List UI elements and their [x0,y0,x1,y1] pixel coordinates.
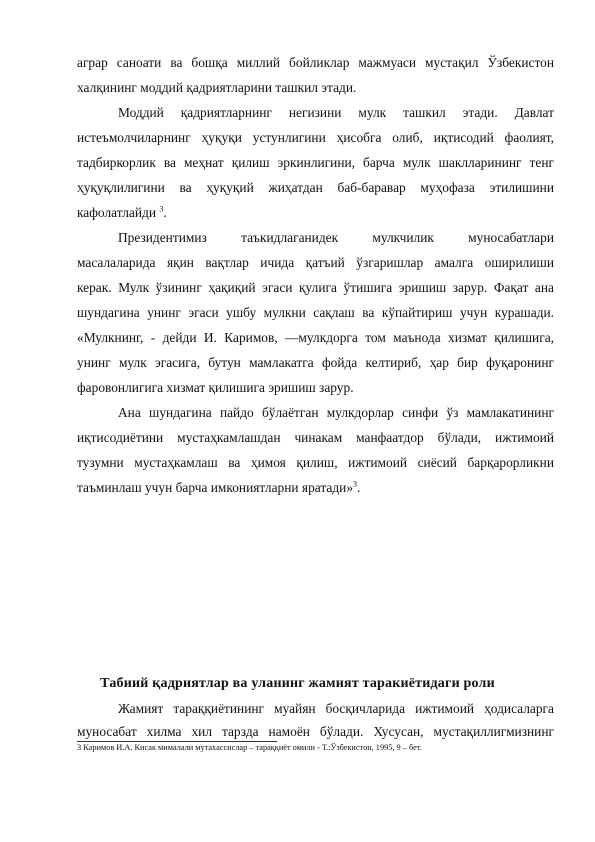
body-line-with-footnote [77,205,554,221]
body-line: Жамият тараққиётининг муайян босқичларида ижтимоий ҳодисаларга [118,701,554,716]
body-line: муносабат хилма хил тарзда намоён бўлади. Хусусан, мустақиллигмизнинг [77,724,554,739]
body-line: масалаларида яқин вақтлар ичида қатъий ўзгаришлар амалга оширилиши [77,255,554,270]
body-line: аграр саноати ва бошқа миллий бойликлар мажмуаси мустақил Ўзбекистон [77,55,554,70]
footnote-mark: 3 [159,204,164,214]
body-line-text: таъминлаш учун барча имкониятларни яратади» [77,480,354,495]
body-line: унинг мулк эгасига, бутун мамлакатга фойда келтириб, ҳар бир фуқаронинг [77,355,554,370]
section-heading: Табиий қадриятлар ва уланинг жамият таракиётидаги роли [100,676,495,691]
body-line: тадбиркорлик ва меҳнат қилиш эркинлигини, барча мулк шаклларининг тенг [77,155,554,170]
trailing-punct: . [163,205,167,220]
body-line: Президентимиз таъкидлаганидек мулкчилик муносабатлари [118,230,554,245]
footnote: 3 Каримов И.А. Кисак мималали мутахассислар – тараққиёт омили - Т.:Ўзбекистон, 1995, 9 – бет. [77,743,422,752]
footnote-mark: 3 [353,479,358,489]
body-line: Ана шундагина пайдо бўлаётган мулкдорлар синфи ўз мамлакатининг [118,405,554,420]
footnote-separator [77,741,277,742]
body-line: ҳуқуқлилигини ва ҳуқуқий жиҳатдан баб-баравар муҳофаза этилишини [77,180,554,195]
trailing-punct: . [357,480,361,495]
body-line: керак. Мулк ўзининг ҳақиқий эгаси қулига ўтишига эришиш зарур. Фақат ана [77,280,554,295]
body-line-text: кафолатлайди [77,205,157,220]
body-line: тузумни мустаҳкамлаш ва ҳимоя қилиш, ижтимоий сиёсий барқарорликни [77,455,554,470]
body-line: Моддий қадриятларнинг негизини мулк ташкил этади. Давлат [118,105,554,120]
body-line: истеъмолчиларнинг ҳуқуқи устунлигини ҳисобга олиб, иқтисодий фаолият, [77,130,554,145]
body-line: шундагина унинг эгаси ушбу мулкни сақлаш ва кўпайтириш учун курашади. [77,305,554,320]
body-line: фаровонлигига хизмат қилишига эришиш зарур. [77,380,354,395]
body-line-with-footnote [77,480,554,496]
body-line: халқининг моддий қадриятларини ташкил этади. [77,80,357,95]
body-line: иқтисодиётини мустаҳкамлашдан чинакам манфаатдор бўлади, ижтимоий [77,430,554,445]
body-line: «Мулкнинг, - дейди И. Каримов, —мулкдорга том маънода хизмат қилишига, [77,330,554,345]
